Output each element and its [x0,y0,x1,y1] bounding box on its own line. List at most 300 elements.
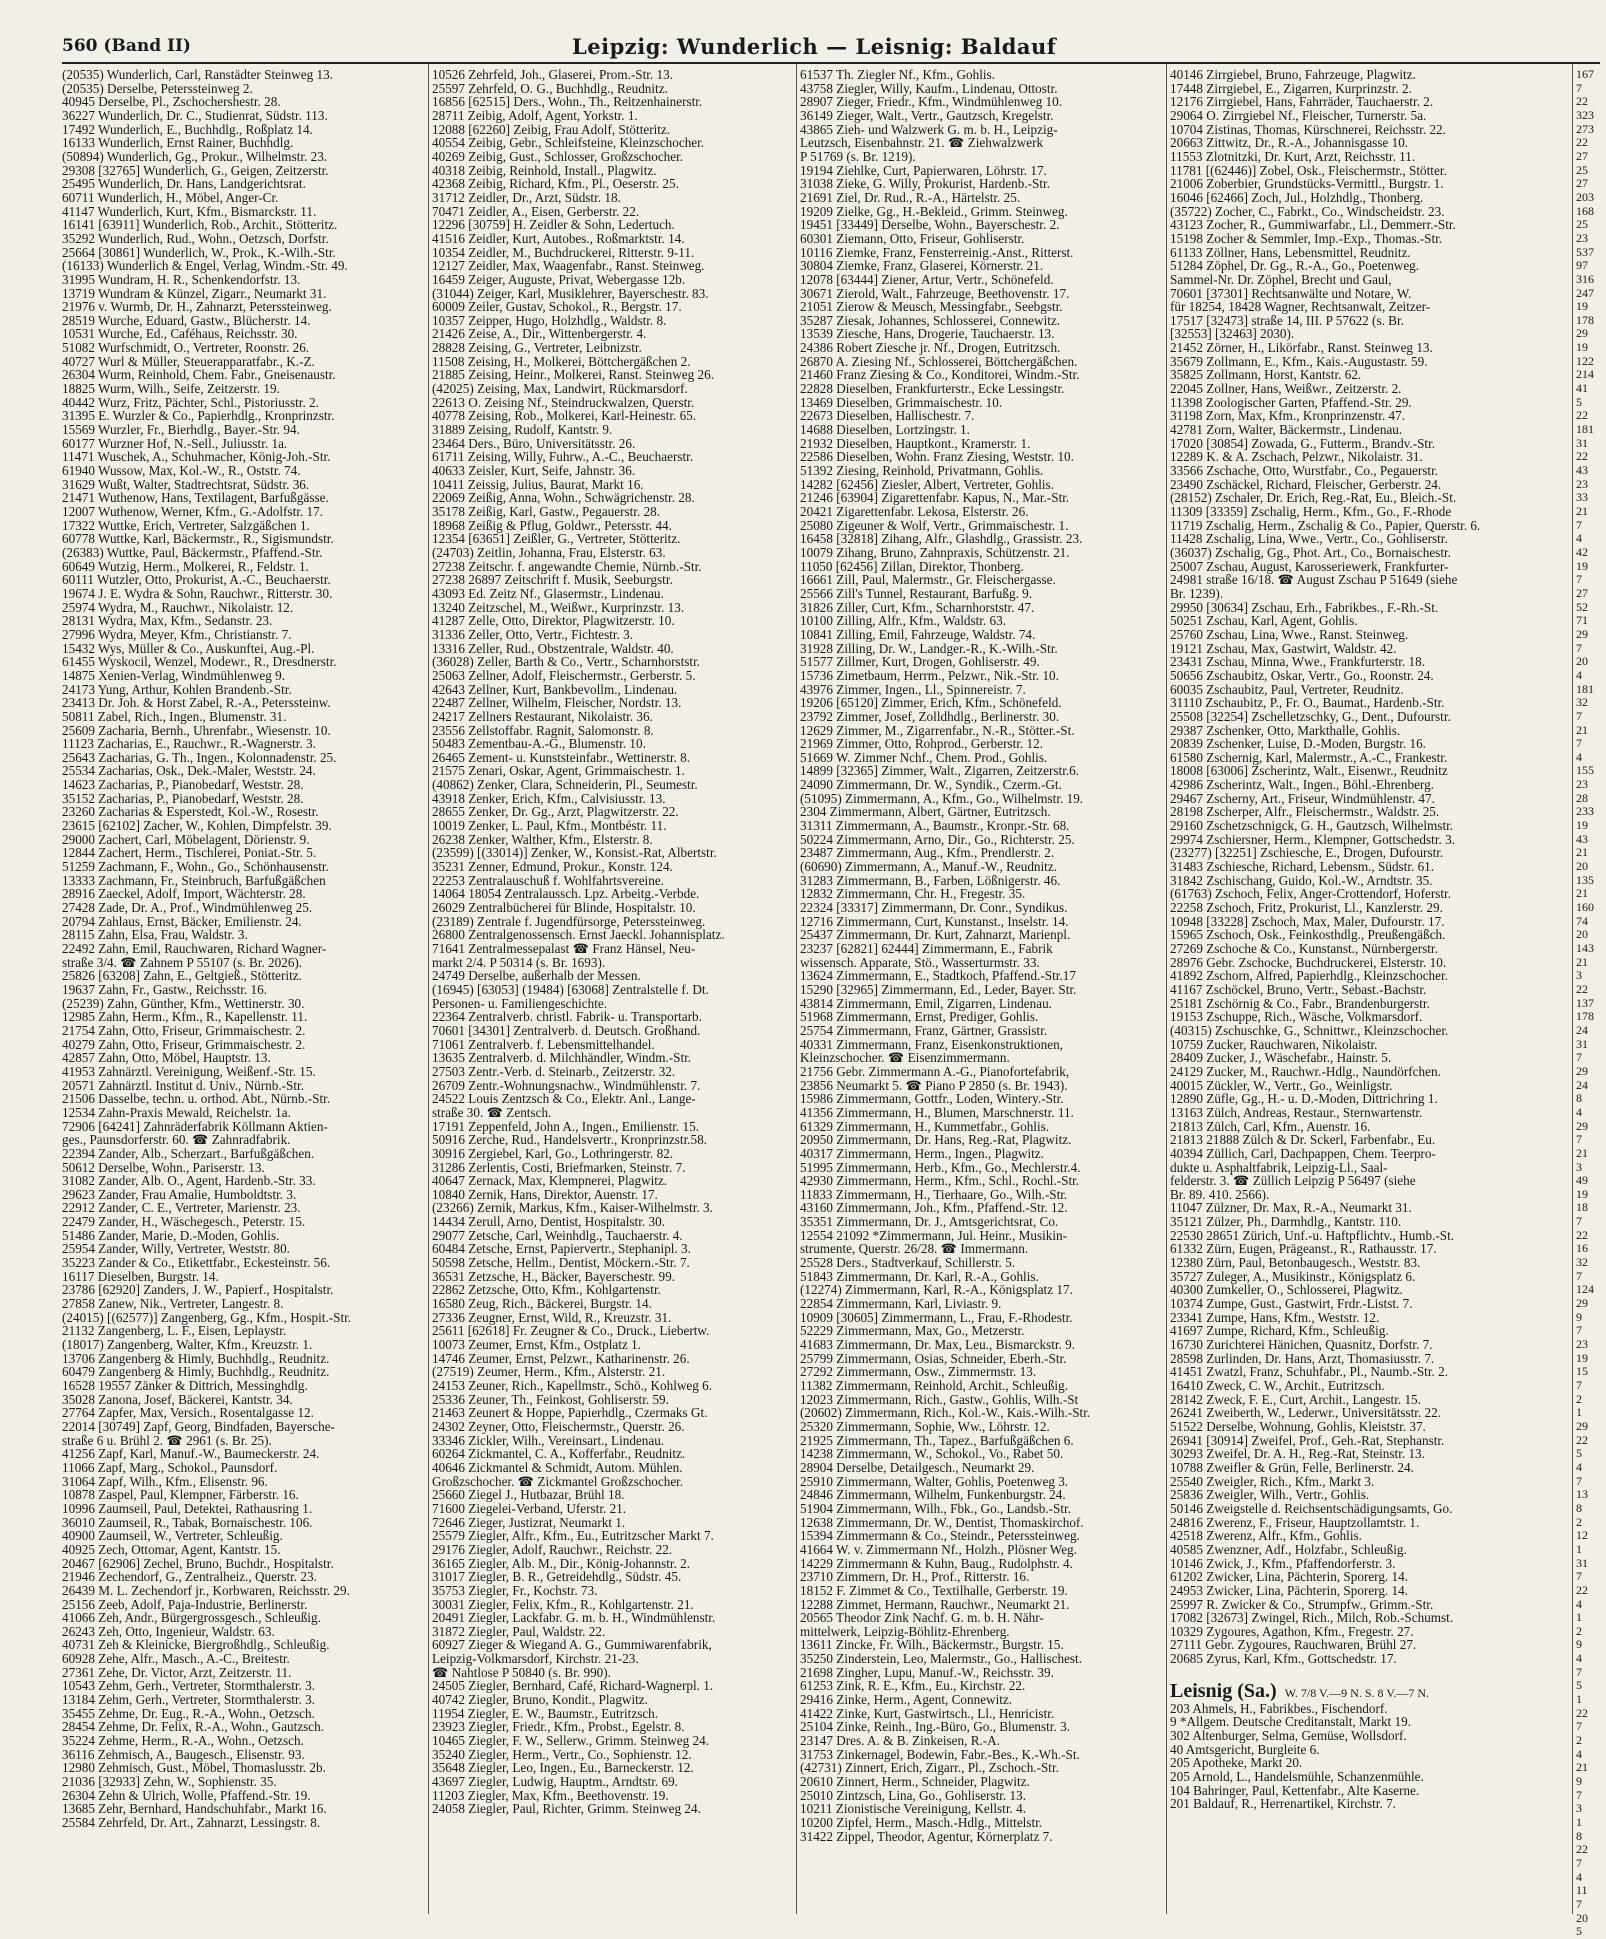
directory-entry: 25566 Zill's Tunnel, Restaurant, Barfußg. 9. [800,585,1033,601]
directory-entry: 31753 Zinkernagel, Bodewin, Fabr.-Bes., K.-Wh.-St. [800,1746,1080,1762]
directory-entry: 52 [1576,599,1588,614]
directory-entry: 25643 Zacharias, G. Th., Ingen., Kolonnadenstr. 25. [62,749,337,765]
directory-entry: (27519) Zeumer, Herm., Kfm., Alsterstr. 21. [432,1364,666,1380]
directory-entry: 25826 [63208] Zahn, E., Geltgieß., Stötteritz. [62,968,302,984]
directory-entry: (23277) [32251] Zschiesche, E., Drogen, Dufourstr. [1170,845,1444,861]
directory-entry: 28519 Wurche, Eduard, Gastw., Blücherstr. 14. [62,312,311,328]
directory-entry: 22069 Zeißig, Anna, Wohn., Schwägrichenstr. 28. [432,490,695,506]
directory-entry: 31872 Ziegler, Paul, Waldstr. 22. [432,1623,606,1639]
directory-entry: 11309 [33359] Zschalig, Herm., Kfm., Go., F.-Rhode [1170,504,1452,519]
directory-entry: 29 [1576,326,1588,341]
directory-entry: 28711 Zeibig, Adolf, Agent, Yorkstr. 1. [432,107,638,123]
directory-entry: 25528 Ders., Stadtverkauf, Schillerstr. 5. [800,1255,1015,1271]
directory-entry: 31 [1576,435,1588,450]
directory-entry: 31995 Wundram, H. R., Schenkendorfstr. 13. [62,271,301,287]
directory-entry: 12088 [62260] Zeibig, Frau Adolf, Stötteritz. [432,121,671,137]
directory-entry: 60484 Zetsche, Ernst, Papiervertr., Stephanipl. 3. [432,1241,691,1257]
directory-entry: 25181 Zschörnig & Co., Fabr., Brandenburgerstr. [1170,995,1430,1011]
directory-entry: 16856 [62515] Ders., Wohn., Th., Reitzenhainerstr. [432,94,703,110]
directory-entry: 1 [1576,1541,1582,1556]
directory-entry: 61202 Zwicker, Lina, Pächterin, Sporerg. 14. [1170,1569,1409,1585]
directory-entry: 40647 Zernack, Max, Klempnerei, Plagwitz. [432,1173,668,1189]
directory-entry: 27361 Zehe, Dr. Victor, Arzt, Zeitzerstr. 11. [62,1664,292,1680]
directory-entry: P 51769 (s. Br. 1219). [800,148,916,164]
directory-entry: 35679 Zollmann, E., Kfm., Kais.-Augustastr. 59. [1170,353,1428,369]
directory-entry: 14238 Zimmermann, W., Schokol., Vo., Rabet 50. [800,1446,1064,1462]
directory-entry: 25754 Zimmermann, Franz, Gärtner, Grassistr. [800,1022,1048,1038]
directory-entry: 43976 Zimmer, Ingen., Ll., Spinnereistr. 7. [800,681,1026,697]
directory-entry: 42857 Zahn, Otto, Möbel, Hauptstr. 13. [62,1050,271,1066]
directory-entry: 1 [1576,1405,1582,1420]
directory-entry: 14282 [62456] Ziesler, Albert, Vertreter, Gohlis. [800,476,1054,492]
directory-entry: 23431 Zschau, Minna, Wwe., Frankfurterstr. 18. [1170,654,1426,670]
directory-entry: dukte u. Asphaltfabrik, Leipzig-Ll., Saal- [1170,1159,1388,1175]
directory-entry: 35250 Zinderstein, Leo, Malermstr., Go., Hallischest. [800,1651,1083,1667]
directory-entry: 29160 Zschetzschnigck, G. H., Gautzsch, Wilhelmstr. [1170,818,1454,834]
directory-entry: 18 [1576,1200,1588,1215]
directory-entry: 137 [1576,995,1594,1010]
directory-entry: 51259 Zachmann, F., Wohn., Go., Schönhausenstr. [62,859,329,875]
directory-entry: 14746 Zeumer, Ernst, Pelzwr., Katharinenstr. 26. [432,1350,690,1366]
directory-entry: 20 [1576,1910,1588,1925]
directory-entry: 27 [1576,585,1588,600]
directory-entry: (24015) [(62577)] Zangenberg, Gg., Kfm., Hospit.-Str. [62,1309,352,1325]
directory-entry: 11 [1576,1883,1588,1898]
directory-entry: 21932 Dieselben, Hauptkont., Kramerstr. 1. [800,435,1031,451]
directory-entry: 4 [1576,1746,1582,1761]
directory-entry: 13 [1576,1487,1588,1502]
directory-entry: (23266) Zernik, Markus, Kfm., Kaiser-Wilhelmstr. 3. [432,1200,713,1216]
directory-entry: 9 [1576,1309,1582,1324]
directory-entry: 50916 Zerche, Rud., Handelsvertr., Kronprinzstr.58. [432,1132,708,1148]
directory-entry: 205 Apotheke, Markt 20. [1170,1755,1303,1771]
directory-entry: 51577 Zillmer, Kurt, Drogen, Gohliserstr. 49. [800,654,1040,670]
directory-entry: 24505 Ziegler, Bernhard, Café, Richard-Wagnerpl. 1. [432,1678,714,1694]
header-rule [62,62,1600,64]
directory-entry: 21 [1576,1145,1588,1160]
directory-entry: 71061 Zentralverb. f. Lebensmittelhandel. [432,1036,655,1052]
directory-entry: 28598 Zurlinden, Dr. Hans, Arzt, Thomasiusstr. 7. [1170,1350,1435,1366]
directory-entry: 205 Arnold, L., Handelsmühle, Schanzenmühle. [1170,1769,1424,1785]
directory-entry: 11428 Zschalig, Lina, Wwe., Vertr., Co., Gohliserstr. [1170,531,1448,547]
directory-entry: 12980 Zehmisch, Gust., Möbel, Thomaslusstr. 2b. [62,1760,326,1776]
directory-entry: (42025) Zeising, Max, Landwirt, Rückmarsdorf. [432,381,688,397]
directory-entry: 7 [1576,1378,1582,1392]
directory-entry: 25010 Zintzsch, Lina, Go., Gohliserstr. 13. [800,1787,1026,1803]
directory-entry: 72906 [64241] Zahnräderfabrik Köllmann Aktien- [62,1118,328,1134]
directory-entry: 7 [1576,1896,1582,1911]
directory-entry: 21575 Zenari, Oskar, Agent, Grimmaischestr. 1. [432,763,685,779]
directory-entry: 26439 M. L. Zechendorf jr., Korbwaren, Reichsstr. 29. [62,1582,350,1598]
directory-entry: 21463 Zeunert & Hoppe, Papierhdlg., Czermaks Gt. [432,1405,708,1421]
directory-entry: 11833 Zimmermann, H., Tierhaare, Go., Wilh.-Str. [800,1186,1068,1202]
directory-entry: straße 3/4. ☎ Zahnem P 55107 (s. Br. 2026). [62,954,303,970]
directory-entry: 12380 Zürn, Paul, Betonbaugesch., Weststr. 83. [1170,1255,1421,1271]
directory-entry: 42781 Zorn, Walter, Bäckermstr., Lindenau. [1170,422,1403,438]
directory-entry: straße 30. ☎ Zentsch. [432,1104,552,1120]
directory-entry: 97 [1576,258,1588,273]
directory-entry: (61763) Zschoch, Felix, Anger-Crottendorf, Hoferstr. [1170,886,1452,902]
directory-entry: 35028 Zanona, Josef, Bäckerei, Kantstr. 34. [62,1391,293,1407]
directory-entry: 3 [1576,968,1582,983]
directory-entry: 167 [1576,67,1594,81]
directory-entry: 36116 Zehmisch, A., Baugesch., Elisenstr. 93. [62,1746,305,1762]
directory-entry: 40585 Zwenzner, Adf., Holzfabr., Schleußig. [1170,1541,1407,1557]
directory-entry: 10526 Zehrfeld, Joh., Glaserei, Prom.-Str. 13. [432,67,673,82]
directory-entry: 52229 Zimmermann, Max, Go., Metzerstr. [800,1323,1025,1339]
directory-entry: 17448 Zirrgiebel, E., Zigarren, Kurprinzstr. 2. [1170,80,1412,96]
directory-entry: 15736 Zimetbaum, Herrm., Pelzwr., Nik.-Str. 10. [800,667,1059,683]
directory-entry: 35121 Zülzer, Ph., Darmhdlg., Kantstr. 110. [1170,1214,1402,1230]
directory-entry: 7 [1576,1214,1582,1229]
directory-entry: 40731 Zeh & Kleinicke, Biergroßhdlg., Schleußig. [62,1637,330,1653]
directory-entry: 19209 Zielke, Gg., H.-Bekleid., Grimm. Steinweg. [800,203,1068,219]
directory-entry: 23 [1576,1337,1588,1352]
directory-entry: 50224 Zimmermann, Arno, Dir., Go., Richterstr. 25. [800,831,1075,847]
directory-entry: (20535) Wunderlich, Carl, Ranstädter Steinweg 13. [62,67,333,82]
directory-entry: Kleinzschocher. ☎ Eisenzimmermann. [800,1050,1010,1066]
directory-entry: 40394 Züllich, Carl, Dachpappen, Chem. Teerpro- [1170,1145,1436,1161]
directory-entry: 22854 Zimmermann, Karl, Liviastr. 9. [800,1296,1002,1312]
directory-entry: 41287 Zelle, Otto, Direktor, Plagwitzerstr. 10. [432,613,675,629]
directory-entry: 10909 [30605] Zimmermann, L., Frau, F.-Rhodestr. [800,1309,1073,1325]
directory-entry: 22 [1576,94,1588,109]
directory-entry: 10704 Zistinas, Thomas, Kürschnerei, Reichsstr. 22. [1170,121,1446,137]
directory-entry: 29 [1576,1118,1588,1133]
directory-entry: 11781 [(62446)] Zobel, Osk., Fleischermstr., Stötter. [1170,162,1447,178]
directory-entry: 21 [1576,722,1588,737]
directory-entry: 27238 26897 Zeitschrift f. Musik, Seeburgstr. [432,572,673,588]
directory-entry: 1 [1576,1815,1582,1829]
directory-entry: 23556 Zellstoffabr. Ragnit, Salomonstr. 8. [432,722,654,738]
directory-entry: 181 [1576,422,1594,437]
directory-entry: (40862) Zenker, Clara, Schneiderin, Pl., Seumestr. [432,777,698,793]
directory-entry: 40318 Zeibig, Reinhold, Install., Plagwitz. [432,162,657,178]
directory-entry: 35727 Zuleger, A., Musikinstr., Königsplatz 6. [1170,1268,1416,1284]
directory-entry: 25760 Zschau, Lina, Wwe., Ranst. Steinweg. [1170,626,1409,642]
directory-entry: 31286 Zerlentis, Costi, Briefmarken, Steinstr. 7. [432,1159,686,1175]
directory-entry: 20685 Zyrus, Karl, Kfm., Gottschedstr. 17. [1170,1651,1397,1667]
directory-entry: 22394 Zander, Alb., Scherzart., Barfußgäßchen. [62,1145,315,1161]
directory-entry: 61455 Wyskocil, Wenzel, Modewr., R., Dresdnerstr. [62,654,337,670]
directory-entry: 17322 Wuttke, Erich, Vertreter, Salzgäßchen 1. [62,517,310,533]
directory-entry: 40925 Zech, Ottomar, Agent, Kantstr. 15. [62,1541,281,1557]
directory-entry: 23260 Zacharias & Esperstedt, Kol.-W., Rosestr. [62,804,319,820]
directory-entry: 43814 Zimmermann, Emil, Zigarren, Lindenau. [800,995,1052,1011]
directory-entry: 42930 Zimmermann, Herm., Kfm., Schl., Rochl.-Str. [800,1173,1080,1189]
directory-entry: 43918 Zenker, Erich, Kfm., Calvisiusstr. 13. [432,790,666,806]
directory-entry: 19121 Zschau, Max, Gastwirt, Waldstr. 42. [1170,640,1397,656]
directory-entry: 31712 Zeidler, Dr., Arzt, Südstr. 18. [432,189,621,205]
directory-entry: 29 [1576,1418,1588,1433]
directory-entry: 19206 [65120] Zimmer, Erich, Kfm., Schönefeld. [800,695,1062,711]
directory-entry: 15965 Zschoch, Osk., Feinkosthdlg., Preußengäßch. [1170,927,1446,943]
directory-entry: 29950 [30634] Zschau, Erh., Fabrikbes., F.-Rh.-St. [1170,599,1439,615]
directory-entry: 60711 Wunderlich, H., Möbel, Anger-Cr. [62,189,279,205]
directory-entry: 29974 Zschiersner, Herm., Klempner, Gottschedstr. 3. [1170,831,1455,847]
directory-entry: 70471 Zeidler, A., Eisen, Gerberstr. 22. [432,203,640,219]
directory-entry: 23786 [62920] Zanders, J. W., Papierf., Hospitalstr. [62,1282,334,1298]
directory-entry: 61133 Zöllner, Hans, Lebensmittel, Reudnitz. [1170,244,1411,260]
directory-entry: 11050 [62456] Zillan, Direktor, Thonberg. [800,558,1024,574]
directory-entry: 41422 Zinke, Kurt, Gastwirtsch., Ll., Henricistr. [800,1705,1055,1721]
directory-entry: 10841 Zilling, Emil, Fahrzeuge, Waldstr. 74. [800,626,1036,642]
directory-entry: 27238 Zeitschr. f. angewandte Chemie, Nürnb.-Str. [432,558,702,574]
directory-entry: 13685 Zehr, Bernhard, Handschuhfabr., Markt 16. [62,1801,327,1817]
directory-entry: 20 [1576,859,1588,874]
directory-entry: 26241 Zweiberth, W., Lederwr., Universitätsstr. 22. [1170,1405,1442,1421]
directory-entry: 60111 Wutzler, Otto, Prokurist, A.-C., Beuchaerstr. [62,572,331,588]
directory-entry: 31038 Zieke, G. Willy, Prokurist, Hardenb.-Str. [800,176,1051,192]
directory-entry: 35231 Zenner, Edmund, Prokur., Konstr. 124. [432,859,673,875]
directory-entry: 72646 Zieger, Justizrat, Neumarkt 1. [432,1514,626,1530]
directory-entry: 22 [1576,1227,1588,1242]
directory-entry: 203 [1576,189,1594,204]
directory-entry: 20565 Theodor Zink Nachf. G. m. b. H. Nähr- [800,1610,1044,1626]
directory-entry: 27503 Zentr.-Verb. d. Steinarb., Zeitzerstr. 32. [432,1063,676,1079]
directory-entry: 19 [1576,818,1588,833]
directory-entry: 25836 Zweigler, Wilh., Vertr., Gohlis. [1170,1487,1370,1503]
directory-entry: 35223 Zander & Co., Etikettfabr., Eckesteinstr. 56. [62,1255,331,1271]
directory-entry: 17020 [30854] Zowada, G., Futterm., Brandv.-Str. [1170,435,1436,451]
directory-entry: 28904 Derselbe, Detailgesch., Neumarkt 29. [800,1459,1035,1475]
directory-entry: 19637 Zahn, Fr., Gastw., Reichsstr. 16. [62,981,268,997]
directory-entry: 13163 Zülch, Andreas, Restaur., Sternwartenstr. [1170,1104,1423,1120]
directory-entry: 12844 Zachert, Herm., Tischlerei, Poniat.-Str. 5. [62,845,317,861]
directory-entry: 40442 Wurz, Fritz, Pächter, Schl., Pistoriusstr. 2. [62,394,319,410]
directory-entry: 19153 Zschuppe, Rich., Wäsche, Volkmarsdorf. [1170,1009,1423,1025]
page-number: 560 (Band II) [62,36,191,56]
directory-entry: 32 [1576,695,1588,710]
directory-entry: 23856 Neumarkt 5. ☎ Piano P 2850 (s. Br. 1943). [800,1077,1068,1093]
directory-entry: 12890 Züfle, Gg., H.- u. D.-Moden, Dittrichring 1. [1170,1091,1438,1107]
directory-entry: 122 [1576,353,1594,368]
directory-entry: 21006 Zoberbier, Grundstücks-Vermittl., Burgstr. 1. [1170,176,1444,192]
directory-entry: 10357 Zeipper, Hugo, Holzhdlg., Waldstr. 8. [432,312,667,328]
directory-column-2 [432,68,792,1908]
directory-entry: 21132 Zangenberg, L. F., Eisen, Leplaystr. [62,1323,287,1339]
directory-entry: 124 [1576,1282,1594,1297]
directory-entry: mittelwerk, Leipzig-Böhlitz-Ehrenberg. [800,1623,1010,1639]
directory-entry: 16730 Zurichterei Hänichen, Quasnitz, Dorfstr. 7. [1170,1337,1433,1353]
directory-entry: 26238 Zenker, Walther, Kfm., Elsterstr. 8. [432,831,653,847]
directory-entry: 60928 Zehe, Alfr., Masch., A.-C., Breitestr. [62,1651,290,1667]
directory-entry: 33566 Zschache, Otto, Wurstfabr., Co., Pegauerstr. [1170,463,1439,479]
directory-entry: 31395 E. Wurzler & Co., Papierhdlg., Kronprinzstr. [62,408,335,424]
directory-entry: 15198 Zocher & Semmler, Imp.-Exp., Thomas.-Str. [1170,230,1443,246]
directory-entry: 16580 Zeug, Rich., Bäckerei, Burgstr. 14. [432,1296,652,1312]
directory-entry: 29416 Zinke, Herm., Agent, Connewitz. [800,1692,1013,1708]
directory-entry: 7 [1576,708,1582,723]
directory-entry: 155 [1576,763,1594,778]
directory-entry: 28828 Zeising, G., Vertreter, Leibnizstr. [432,340,642,356]
directory-entry: 13624 Zimmermann, E., Stadtkoch, Pfaffend.-Str.17 [800,968,1076,984]
opening-hours: W. 7/8 V.—9 N. S. 8 V.—7 N. [1284,1685,1430,1700]
directory-entry: 29 [1576,1296,1588,1311]
directory-entry: 12078 [63444] Ziener, Artur, Vertr., Schönefeld. [800,271,1054,287]
directory-entry: 13240 Zeitzschel, M., Weißwr., Kurprinzstr. 13. [432,599,685,615]
directory-entry: (20535) Derselbe, Peterssteinweg 2. [62,80,253,96]
directory-entry: 42518 Zwerenz, Alfr., Kfm., Gohlis. [1170,1528,1362,1544]
directory-entry: (40315) Zschuschke, G., Schnittwr., Kleinzschocher. [1170,1022,1449,1038]
directory-entry: 20839 Zschenker, Luise, D.-Moden, Burgstr. 16. [1170,736,1426,752]
directory-entry: 13635 Zentralverb. d. Milchhändler, Windm.-Str. [432,1050,692,1066]
directory-entry: 74 [1576,913,1588,928]
directory-entry: 10543 Zehm, Gerh., Vertreter, Stormthalerstr. 3. [62,1678,316,1694]
directory-entry: 25799 Zimmermann, Osias, Schneider, Eberh.-Str. [800,1350,1067,1366]
directory-entry: 22253 Zentralauschuß f. Wohlfahrtsvereine. [432,872,664,888]
directory-entry: 23413 Dr. Joh. & Horst Zabel, R.-A., Peterssteinw. [62,695,331,711]
directory-entry: 21698 Zingher, Lupu, Manuf.-W., Reichsstr. 39. [800,1664,1054,1680]
directory-entry: 10073 Zeumer, Ernst, Kfm., Ostplatz 1. [432,1337,641,1353]
directory-entry: 43093 Ed. Zeitz Nf., Glasermstr., Lindenau. [432,585,664,601]
directory-entry: 15569 Wurzler, Fr., Bierhdlg., Bayer.-Str. 94. [62,422,300,438]
directory-entry: 28115 Zahn, Elsa, Frau, Waldstr. 3. [62,927,248,943]
directory-entry: 13184 Zehm, Gerh., Vertreter, Stormthalerstr. 3. [62,1692,316,1708]
directory-entry: 7 [1576,1855,1582,1870]
directory-entry: 7 [1576,736,1582,751]
directory-entry: 61253 Zink, R. E., Kfm., Eu., Kirchstr. 22. [800,1678,1026,1694]
directory-entry: 40 Amtsgericht, Burgleite 6. [1170,1741,1320,1757]
directory-entry: 31198 Zorn, Max, Kfm., Kronprinzenstr. 47. [1170,408,1406,424]
directory-entry: 25508 [32254] Zschelletzschky, G., Dent., Dufourstr. [1170,708,1451,724]
directory-entry: 43 [1576,831,1588,846]
directory-column-1 [62,68,424,1908]
directory-entry: 21754 Zahn, Otto, Friseur, Grimmaischestr. 2. [62,1022,306,1038]
directory-entry: 36531 Zetzsche, H., Bäcker, Bayerschestr. 99. [432,1268,675,1284]
directory-entry: 61711 Zeising, Willy, Fuhrw., A.-C., Beuchaerstr. [432,449,694,465]
directory-entry: 31 [1576,1036,1588,1051]
directory-entry: 25597 Zehrfeld, O. G., Buchhdlg., Reudnitz. [432,80,668,96]
directory-entry: 2 [1576,1733,1582,1748]
directory-entry: 71641 Zentralmessepalast ☎ Franz Hänsel, Neu- [432,941,696,956]
directory-entry: 21 [1576,504,1588,518]
directory-entry: 19194 Ziehlke, Curt, Papierwaren, Löhrstr. 17. [800,162,1047,178]
directory-entry: 43123 Zocher, R., Gummiwarfabr., Ll., Demmerr.-Str. [1170,217,1456,233]
directory-entry: 19 [1576,340,1588,355]
directory-entry: 21691 Ziel, Dr. Rud., R.-A., Härtelstr. 25. [800,189,1021,205]
directory-entry: 15394 Zimmermann & Co., Steindr., Peterssteinweg. [800,1528,1080,1544]
directory-entry: strumente, Querstr. 26/28. ☎ Immermann. [800,1241,1029,1257]
directory-entry: 22862 Zetzsche, Otto, Kfm., Kohlgartenstr. [432,1282,661,1298]
directory-entry: Personen- u. Familiengeschichte. [432,995,608,1011]
directory-entry: 42 [1576,544,1588,559]
directory-entry: 32 [1576,1255,1588,1270]
directory-entry: 71600 Ziegelei-Verband, Uferstr. 21. [432,1500,627,1516]
directory-entry: 22613 O. Zeising Nf., Steindruckwalzen, Querstr. [432,394,695,410]
directory-entry: 27111 Gebr. Zygoures, Rauchwaren, Brühl 27. [1170,1637,1417,1653]
directory-entry: 41953 Zahnärztl. Vereinigung, Weißenf.-Str. 15. [62,1063,316,1079]
directory-entry: 22258 Zschoch, Fritz, Prokurist, Ll., Kanzlerstr. 29. [1170,900,1443,916]
directory-entry: 31842 Zschischang, Guido, Kol.-W., Arndtstr. 35. [1170,872,1433,888]
directory-entry: 21 [1576,845,1588,860]
directory-entry: 7 [1576,1787,1582,1802]
directory-entry: 29 [1576,1063,1588,1078]
directory-entry: 70601 [37301] Rechtsanwälte und Notare, W. [1170,285,1412,301]
directory-entry: 2 [1576,1623,1582,1638]
directory-entry: 12554 21092 *Zimmermann, Jul. Heinr., Musikin- [800,1227,1068,1243]
directory-entry: 10019 Zenker, L. Paul, Kfm., Montbéstr. 11. [432,818,667,834]
directory-entry: 43160 Zimmermann, Joh., Kfm., Pfaffend.-Str. 12. [800,1200,1068,1216]
leisnig-heading [1170,1666,1570,1702]
directory-entry: 13719 Wundram & Künzel, Zigarr., Neumarkt 31. [62,285,327,301]
directory-entry: 20663 Zittwitz, Dr., R.-A., Johannisgasse 10. [1170,135,1409,151]
directory-entry: 20 [1576,654,1588,669]
directory-entry: 61940 Wussow, Max, Kol.-W., R., Oststr. 74. [62,463,301,479]
directory-entry: 19451 [33449] Derselbe, Wohn., Bayerschestr. 2. [800,217,1060,233]
directory-entry: 40778 Zeising, Rob., Molkerei, Karl-Heinestr. 65. [432,408,697,424]
directory-entry: 41356 Zimmermann, H., Blumen, Marschnerstr. 11. [800,1104,1074,1120]
directory-entry: 24981 straße 16/18. ☎ August Zschau P 51649 (siehe [1170,572,1458,588]
directory-entry: 30293 Zweifel, Dr. A. H., Reg.-Rat, Steinstr. 13. [1170,1446,1425,1462]
directory-entry: 20 [1576,927,1588,942]
directory-entry: 21036 [32933] Zehn, W., Sophienstr. 35. [62,1774,277,1790]
directory-entry: 14875 Xenien-Verlag, Windmühlenweg 9. [62,667,285,683]
directory-entry: 24846 Zimmermann, Wilhelm, Funkenburgstr. 24. [800,1487,1066,1503]
directory-entry: 40015 Zückler, W., Vertr., Go., Weinligstr. [1170,1077,1393,1093]
directory-entry: 23710 Zimmern, Dr. H., Prof., Ritterstr. 16. [800,1569,1030,1585]
directory-entry: 51522 Derselbe, Wohnung, Gohlis, Kleiststr. 37. [1170,1418,1426,1434]
directory-entry: 50598 Zetsche, Hellm., Dentist, Möckern.-Str. 7. [432,1255,690,1271]
directory-entry: 10200 Zipfel, Herm., Masch.-Hdlg., Mittelstr. [800,1815,1043,1830]
directory-entry: 12 [1576,1528,1588,1543]
directory-entry: 35753 Ziegler, Fr., Kochstr. 73. [432,1582,598,1598]
directory-column-5-partial [1576,67,1606,1939]
directory-entry: 28409 Zucker, J., Wäschefabr., Hainstr. 5. [1170,1050,1392,1066]
directory-entry: 35224 Zehme, Herm., R.-A., Wohn., Oetzsch. [62,1733,304,1749]
directory-entry: 12289 K. & A. Zschach, Pelzwr., Nikolaistr. 31. [1170,449,1423,465]
directory-entry: 11471 Wuschek, A., Schuhmacher, König-Joh.-Str. [62,449,331,465]
directory-entry: 50811 Zabel, Rich., Ingen., Blumenstr. 31. [62,708,287,724]
directory-entry: 26709 Zentr.-Wohnungsnachw., Windmühlenstr. 7. [432,1077,701,1093]
directory-entry: 60649 Wutzig, Herm., Molkerei, R., Feldstr. 1. [62,558,309,574]
directory-entry: 31422 Zippel, Theodor, Agentur, Körnerplatz 7. [800,1828,1053,1844]
directory-entry: 27858 Zanew, Nik., Vertreter, Langestr. 8. [62,1296,284,1312]
directory-entry: 28 [1576,790,1588,805]
directory-entry: wissensch. Apparate, Stö., Wasserturmstr. 33. [800,954,1040,970]
directory-entry: 11382 Zimmermann, Reinhold, Archit., Schleußig. [800,1378,1068,1393]
directory-entry: 22 [1576,981,1588,996]
directory-entry: 41167 Zschöckel, Bruno, Vertr., Sebast.-Bachstr. [1170,981,1427,997]
directory-entry: 9 [1576,1637,1582,1652]
directory-entry: 203 Ahmels, H., Fabrikbes., Fischendorf. [1170,1700,1388,1716]
directory-entry: 11553 Zlotnitzki, Dr. Kurt, Arzt, Reichsstr. 11. [1170,148,1416,164]
directory-entry: 14434 Zerull, Arno, Dentist, Hospitalstr. 30. [432,1214,665,1230]
directory-entry: 24 [1576,1022,1588,1037]
directory-entry: 1 [1576,1692,1582,1707]
directory-entry: 16133 Wunderlich, Ernst Rainer, Buchhdlg. [62,135,294,151]
directory-entry: straße 6 u. Brühl 2. ☎ 2961 (s. Br. 25). [62,1432,272,1448]
directory-entry: 25156 Zeeb, Adolf, Paja-Industrie, Berlinerstr. [62,1596,308,1612]
directory-entry: 23923 Ziegler, Friedr., Kfm., Probst., Egelstr. 8. [432,1719,685,1735]
directory-entry: 17517 [32473] straße 14, III. P 57622 (s. Br. [1170,312,1404,328]
directory-entry: (24703) Zeitlin, Johanna, Frau, Elsterstr. 63. [432,544,666,560]
directory-entry: 60927 Zieger & Wiegand A. G., Gummiwarenfabrik, [432,1637,712,1653]
directory-entry: 24153 Zeuner, Rich., Kapellmstr., Schö., Kohlweg 6. [432,1378,713,1393]
directory-entry: 11047 Zülzner, Dr. Max, R.-A., Neumarkt 31. [1170,1200,1412,1216]
directory-entry: 60009 Zeiler, Gustav, Schokol., R., Bergstr. 17. [432,299,682,315]
directory-entry: 41147 Wunderlich, Kurt, Kfm., Bismarckstr. 11. [62,203,317,219]
directory-entry: 17492 Wunderlich, E., Buchhdlg., Roßplatz 14. [62,121,313,137]
directory-entry: 24 [1576,1077,1588,1092]
directory-entry: 41664 W. v. Zimmermann Nf., Holzh., Plösner Weg. [800,1541,1077,1557]
directory-entry: 13611 Zincke, Fr. Wilh., Bäckermstr., Burgstr. 15. [800,1637,1064,1653]
directory-entry: (60690) Zimmermann, A., Manuf.-W., Reudnitz. [800,859,1057,875]
directory-entry: 60264 Zickmantel, C. A., Kofferfabr., Reudnitz. [432,1446,686,1462]
directory-entry: 35648 Ziegler, Leo, Ingen., Eu., Barneckerstr. 12. [432,1760,694,1776]
directory-entry: 5 [1576,394,1582,409]
directory-entry: 21756 Gebr. Zimmermann A.-G., Pianofortefabrik, [800,1063,1070,1079]
